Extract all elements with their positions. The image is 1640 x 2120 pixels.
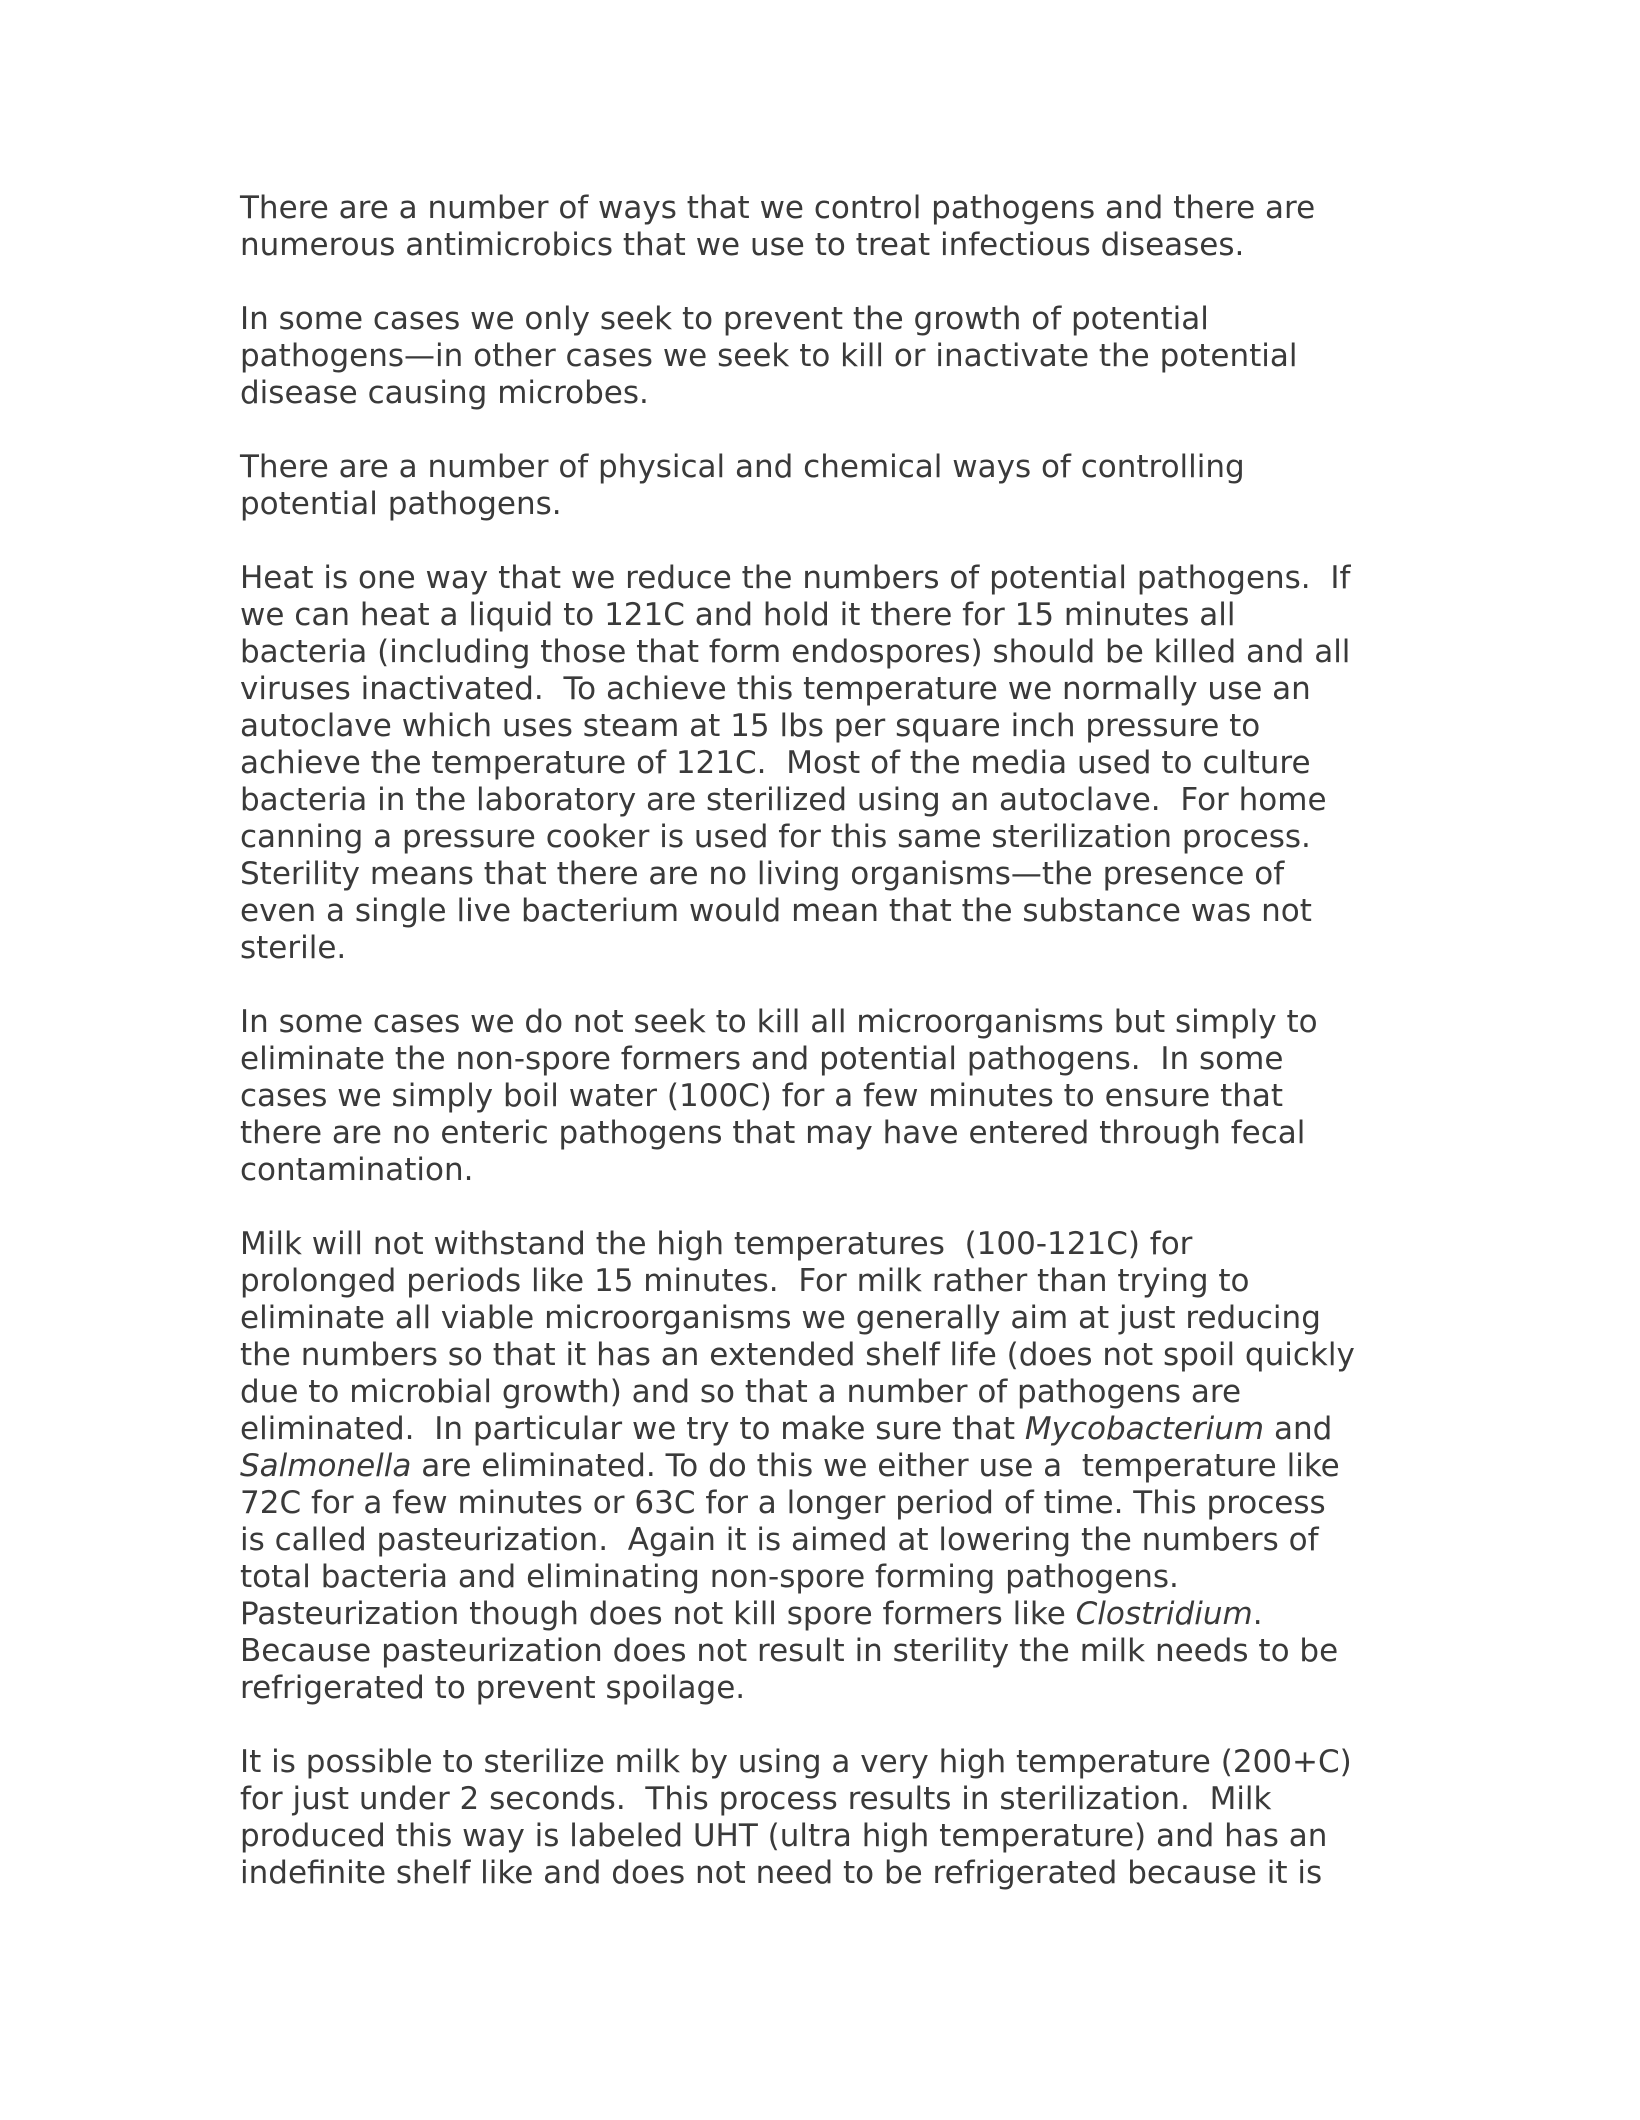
text-run: eliminated. In particular we try to make sure that: [240, 1411, 1025, 1447]
italic-term-salmonella: Salmonella: [240, 1448, 412, 1484]
text-line: In some cases we only seek to prevent the growth of potential: [240, 301, 1209, 337]
text-line: cases we simply boil water (100C) for a few minutes to ensure that: [240, 1078, 1284, 1114]
paragraph-1: [240, 190, 1410, 264]
text-line: refrigerated to prevent spoilage.: [240, 1670, 746, 1706]
text-line: is called pasteurization. Again it is aimed at lowering the numbers of: [240, 1522, 1319, 1558]
text-run: and: [1264, 1411, 1333, 1447]
text-line: It is possible to sterilize milk by using a very high temperature (200+C): [240, 1744, 1352, 1780]
paragraph-2: [240, 301, 1410, 412]
text-line: for just under 2 seconds. This process results in sterilization. Milk: [240, 1781, 1272, 1817]
text-line: [240, 1411, 1410, 1448]
text-line: viruses inactivated. To achieve this temperature we normally use an: [240, 671, 1311, 707]
text-run: Pasteurization though does not kill spore formers like: [240, 1596, 1076, 1632]
text-line: There are a number of physical and chemical ways of controlling: [240, 449, 1245, 485]
italic-term-clostridium: Clostridium: [1075, 1596, 1253, 1632]
text-line: eliminate all viable microorganisms we generally aim at just reducing: [240, 1300, 1321, 1336]
paragraph-6: [240, 1226, 1410, 1707]
text-line: Because pasteurization does not result in sterility the milk needs to be: [240, 1633, 1339, 1669]
text-line: disease causing microbes.: [240, 375, 649, 411]
text-run: .: [1252, 1596, 1263, 1632]
text-line: 72C for a few minutes or 63C for a longer period of time. This process: [240, 1485, 1326, 1521]
text-line: [240, 1448, 1410, 1485]
paragraph-3: [240, 449, 1410, 523]
text-line: contamination.: [240, 1152, 474, 1188]
text-line: the numbers so that it has an extended shelf life (does not spoil quickly: [240, 1337, 1355, 1373]
paragraph-4: [240, 560, 1410, 967]
text-line: there are no enteric pathogens that may have entered through fecal: [240, 1115, 1306, 1151]
text-line: potential pathogens.: [240, 486, 562, 522]
text-run: are eliminated. To do this we either use a temperature like: [411, 1448, 1340, 1484]
text-line: Sterility means that there are no living organisms—the presence of: [240, 856, 1285, 892]
text-line: bacteria (including those that form endospores) should be killed and all: [240, 634, 1351, 670]
text-line: [240, 1596, 1410, 1633]
paragraph-7: [240, 1744, 1410, 1892]
text-line: canning a pressure cooker is used for this same sterilization process.: [240, 819, 1311, 855]
text-line: due to microbial growth) and so that a number of pathogens are: [240, 1374, 1242, 1410]
text-line: autoclave which uses steam at 15 lbs per square inch pressure to: [240, 708, 1261, 744]
text-line: In some cases we do not seek to kill all microorganisms but simply to: [240, 1004, 1318, 1040]
paragraph-5: [240, 1004, 1410, 1189]
text-line: pathogens—in other cases we seek to kill or inactivate the potential: [240, 338, 1298, 374]
text-line: prolonged periods like 15 minutes. For milk rather than trying to: [240, 1263, 1250, 1299]
text-line: numerous antimicrobics that we use to treat infectious diseases.: [240, 227, 1245, 263]
text-line: Heat is one way that we reduce the numbers of potential pathogens. If: [240, 560, 1351, 596]
text-line: Milk will not withstand the high temperatures (100-121C) for: [240, 1226, 1193, 1262]
text-line: produced this way is labeled UHT (ultra high temperature) and has an: [240, 1818, 1328, 1854]
text-line: we can heat a liquid to 121C and hold it there for 15 minutes all: [240, 597, 1236, 633]
text-line: eliminate the non-spore formers and potential pathogens. In some: [240, 1041, 1284, 1077]
italic-term-mycobacterium: Mycobacterium: [1024, 1411, 1265, 1447]
text-line: even a single live bacterium would mean that the substance was not: [240, 893, 1312, 929]
text-line: There are a number of ways that we control pathogens and there are: [240, 190, 1316, 226]
text-line: total bacteria and eliminating non-spore forming pathogens.: [240, 1559, 1179, 1595]
text-line: indefinite shelf like and does not need to be refrigerated because it is: [240, 1855, 1323, 1891]
text-line: bacteria in the laboratory are sterilized using an autoclave. For home: [240, 782, 1327, 818]
document-body: [240, 190, 1410, 1929]
text-line: achieve the temperature of 121C. Most of the media used to culture: [240, 745, 1311, 781]
text-line: sterile.: [240, 930, 347, 966]
